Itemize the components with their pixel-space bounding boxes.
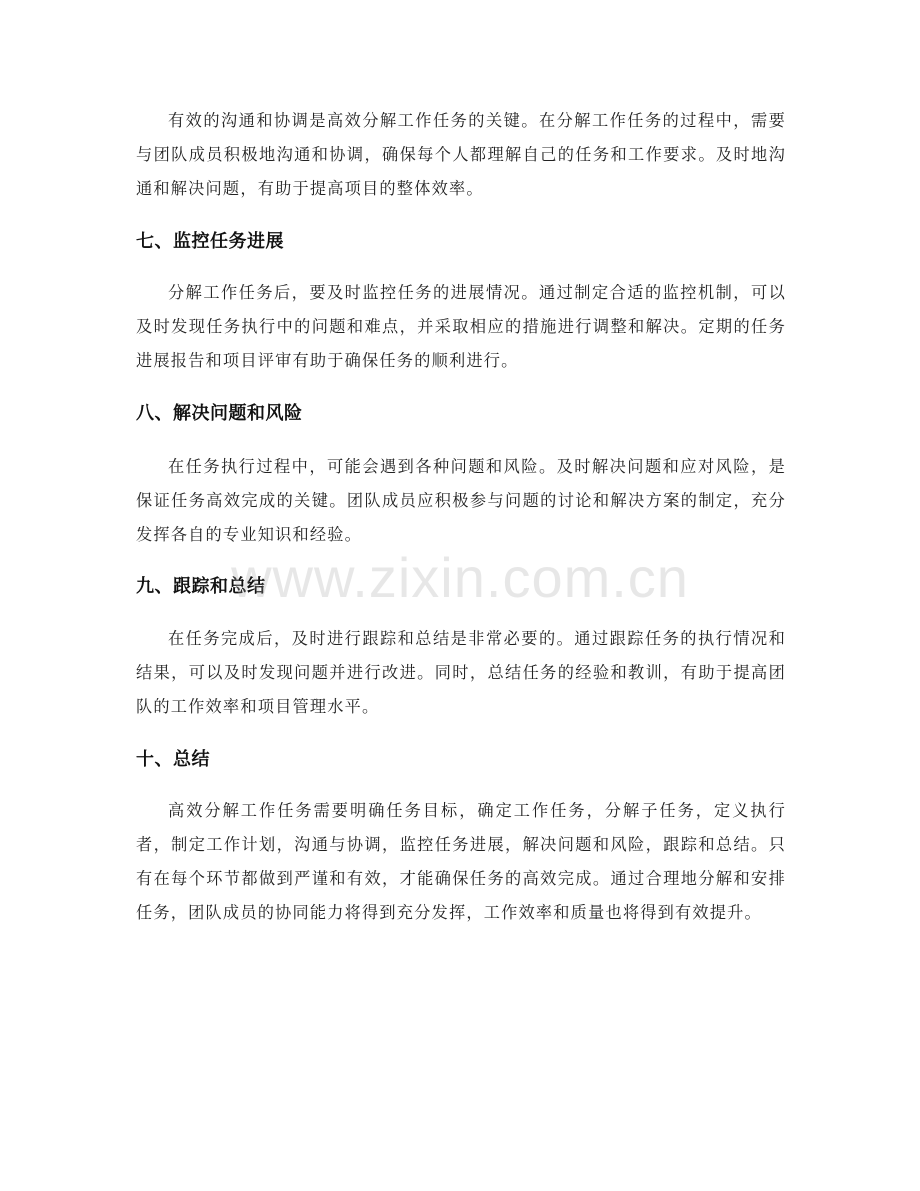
paragraph-section-10: 高效分解工作任务需要明确任务目标，确定工作任务，分解子任务，定义执行者，制定工作计划，沟通与协调，监控任务进展，解决问题和风险，跟踪和总结。只有在每个环节都做到严谨和有效，才能确保任务的高效完成。通过合理地分解和安排任务，团队成员的协同能力将得到充分发挥，工作效率和质量也将得到有效提升。 <box>136 801 786 922</box>
paragraph-section-8: 在任务执行过程中，可能会遇到各种问题和风险。及时解决问题和应对风险，是保证任务高效完成的关键。团队成员应积极参与问题的讨论和解决方案的制定，充分发挥各自的专业知识和经验。 <box>136 457 786 544</box>
heading-section-7: 七、监控任务进展 <box>136 231 284 252</box>
watermark: www.zixin.com.cn <box>231 546 689 609</box>
paragraph-section-9: 在任务完成后，及时进行跟踪和总结是非常必要的。通过跟踪任务的执行情况和结果，可以及时发现问题并进行改进。同时，总结任务的经验和教训，有助于提高团队的工作效率和项目管理水平。 <box>136 629 786 716</box>
heading-section-10: 十、总结 <box>136 749 210 770</box>
paragraph-section-7: 分解工作任务后，要及时监控任务的进展情况。通过制定合适的监控机制，可以及时发现任务执行中的问题和难点，并采取相应的措施进行调整和解决。定期的任务进展报告和项目评审有助于确保任务的顺利进行。 <box>136 283 786 370</box>
paragraph-communication: 有效的沟通和协调是高效分解工作任务的关键。在分解工作任务的过程中，需要与团队成员积极地沟通和协调，确保每个人都理解自己的任务和工作要求。及时地沟通和解决问题，有助于提高项目的整体效率。 <box>136 111 786 198</box>
heading-section-9: 九、跟踪和总结 <box>136 576 266 597</box>
heading-section-8: 八、解决问题和风险 <box>136 403 303 424</box>
